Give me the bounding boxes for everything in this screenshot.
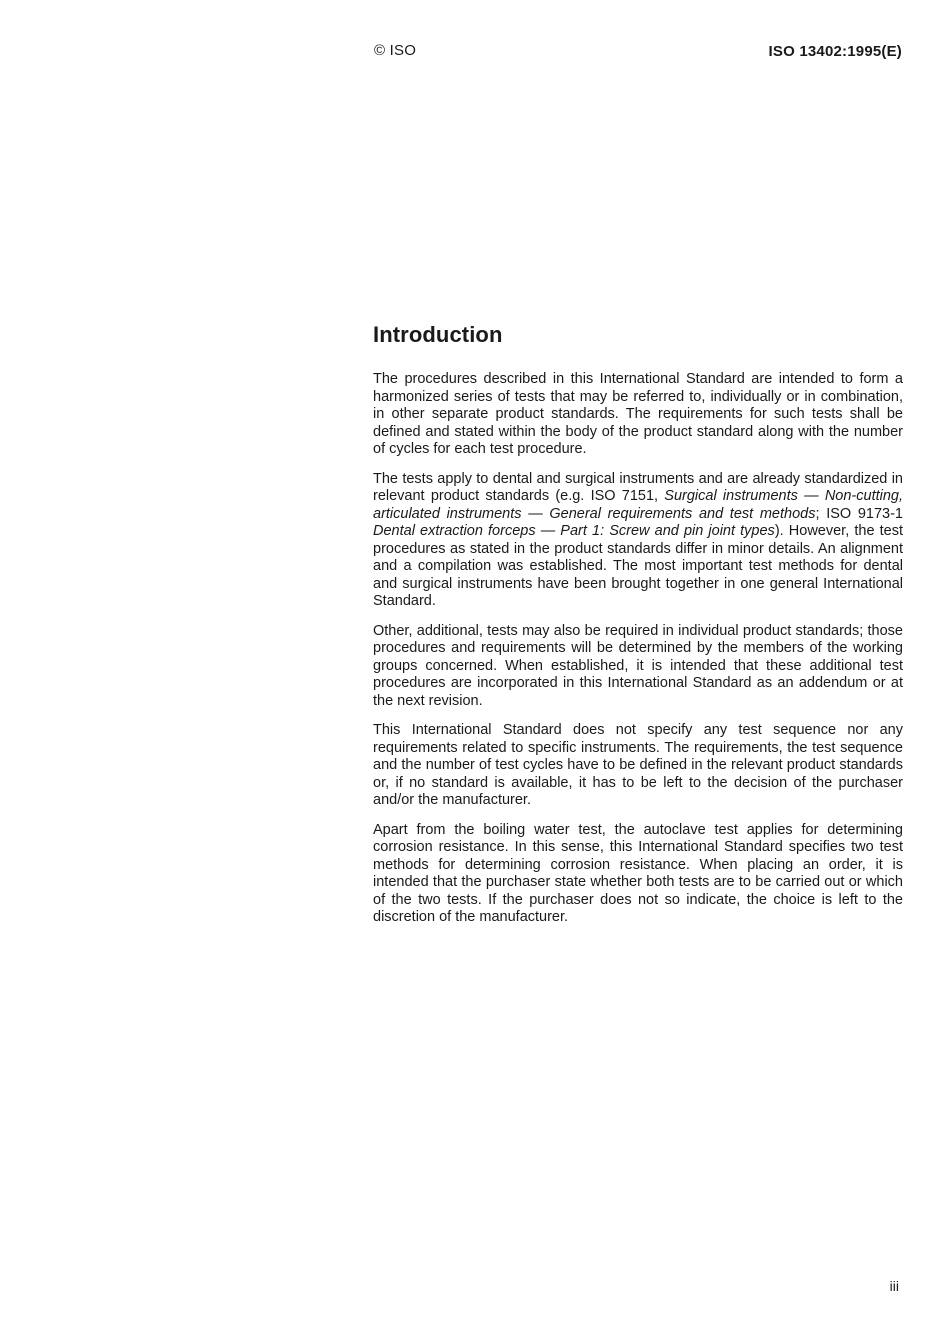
paragraph-3 xyxy=(373,623,903,711)
paragraph-1 xyxy=(373,371,903,459)
page-number: iii xyxy=(889,1278,899,1294)
section-title: Introduction xyxy=(373,322,503,347)
paragraph-text: ). However, the test procedures as stated in the product standards differ in minor details. An alignment and a compilation was established. The most important test methods for dental and surgical instruments have been brought together in one general International Standard. xyxy=(373,523,904,609)
cited-standard-title: Surgical instruments — Non-cutting, articulated instruments — General requirements and test methods xyxy=(373,488,903,522)
paragraph-2 xyxy=(373,471,903,611)
paragraph-text: This International Standard does not specify any test sequence nor any requirements related to specific instruments. The requirements, the test sequence and the number of test cycles have to be defined in the relevant product standards or, if no standard is available, it has to be left to the decision of the purchaser and/or the manufacturer. xyxy=(373,722,903,808)
paragraph-5 xyxy=(373,822,903,927)
paragraph-text: ; ISO 9173-1 xyxy=(815,505,903,522)
standard-identifier: ISO 13402:1995(E) xyxy=(768,43,902,60)
paragraph-text: Apart from the boiling water test, the autoclave test applies for determining corrosion resistance. In this sense, this International Standard specifies two test methods for determining corrosion resistance. When placing an order, it is intended that the purchaser state whether both tests are to be carried out or which of the two tests. If the purchaser does not so indicate, the choice is left to the discretion of the manufacturer. xyxy=(373,821,903,925)
paragraph-text: The tests apply to dental and surgical instruments and are already standardized in relevant product standards (e.g. ISO 7151, xyxy=(373,470,903,504)
cited-standard-title: Dental extraction forceps — Part 1: Screw and pin joint types xyxy=(373,523,775,539)
introduction-section xyxy=(373,322,903,939)
paragraph-text: The procedures described in this International Standard are intended to form a harmonized series of tests that may be referred to, individually or in combination, in other separate product standards. The requirements for such tests shall be defined and stated within the body of the product standard along with the number of cycles for each test procedure. xyxy=(373,371,903,457)
paragraph-4 xyxy=(373,722,903,810)
copyright-notice: © ISO xyxy=(374,42,417,59)
paragraph-text: Other, additional, tests may also be required in individual product standards; those procedures and requirements will be determined by the members of the working groups concerned. When established, it is intended that these additional test procedures are incorporated in this International Standard as an addendum or at the next revision. xyxy=(373,622,903,709)
